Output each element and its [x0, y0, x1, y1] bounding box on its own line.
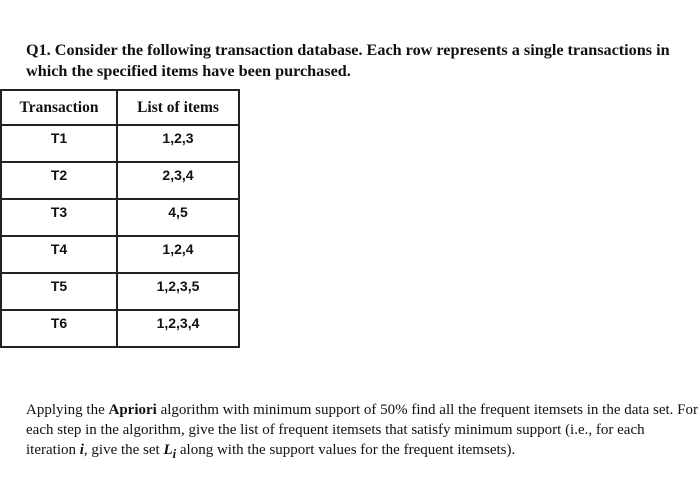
iteration-variable: i — [79, 442, 84, 458]
instructions-paragraph — [26, 400, 698, 464]
transaction-table — [0, 89, 240, 348]
set-subscript: i — [172, 447, 177, 461]
table-row — [1, 236, 239, 273]
header-list-of-items: List of items — [117, 90, 239, 125]
transaction-items: 2,3,4 — [117, 162, 239, 199]
question-heading: Q1. Consider the following transaction database. Each row represents a single transactions in which the specified items have been purchased. — [26, 41, 670, 80]
transaction-id: T5 — [1, 273, 117, 310]
instructions-text-3: , give the set — [83, 442, 164, 458]
transaction-items: 1,2,3 — [117, 125, 239, 162]
table-row — [1, 162, 239, 199]
table-row — [1, 273, 239, 310]
algorithm-name: Apriori — [108, 402, 157, 418]
transaction-id: T4 — [1, 236, 117, 273]
transaction-items: 4,5 — [117, 199, 239, 236]
instructions-text-1: Applying the — [26, 402, 109, 418]
set-variable: L — [163, 442, 173, 458]
transaction-id: T3 — [1, 199, 117, 236]
instructions-text-4: along with the support values for the frequent itemsets). — [176, 442, 516, 458]
transaction-id: T6 — [1, 310, 117, 347]
instructions-text-2: algorithm with minimum support of 50% find all the frequent itemsets in the data set. For each step in the algorithm, give the list of frequent itemsets that satisfy minimum support (i.e., for each iteration — [26, 402, 698, 458]
table-row — [1, 310, 239, 347]
table-row — [1, 125, 239, 162]
transaction-items: 1,2,3,4 — [117, 310, 239, 347]
transaction-items: 1,2,3,5 — [117, 273, 239, 310]
transaction-items: 1,2,4 — [117, 236, 239, 273]
transaction-id: T1 — [1, 125, 117, 162]
transaction-id: T2 — [1, 162, 117, 199]
header-transaction: Transaction — [1, 90, 117, 125]
table-header-row — [1, 90, 239, 125]
table-row — [1, 199, 239, 236]
